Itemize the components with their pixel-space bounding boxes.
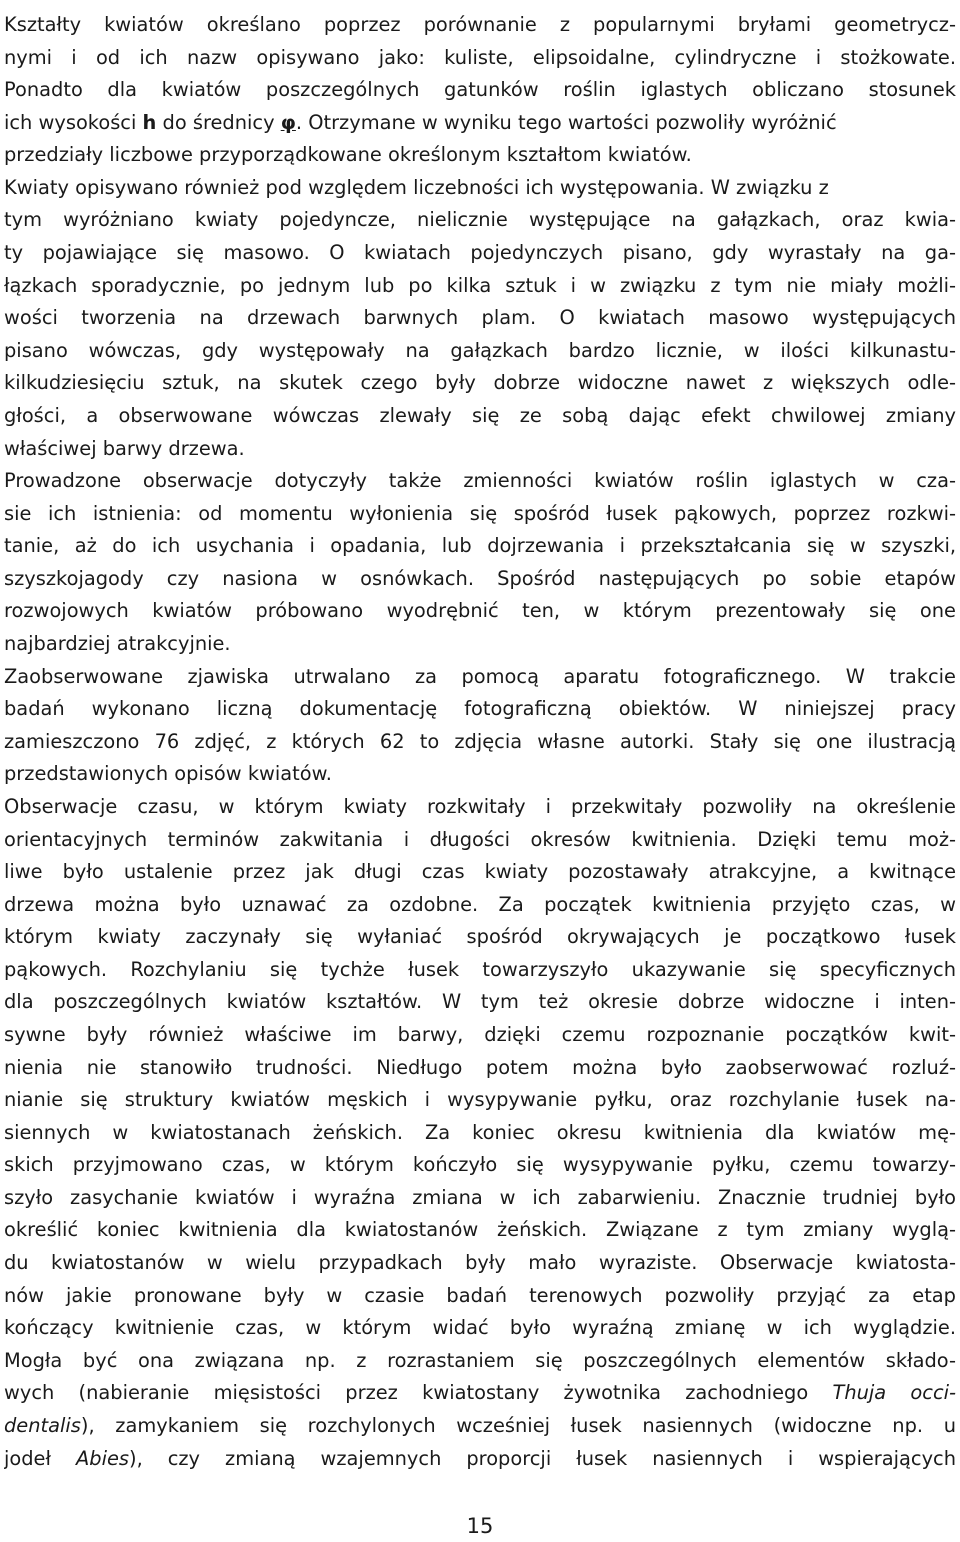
text-segment: jodeł xyxy=(4,1446,76,1470)
text-segment: przedziały liczbowe przyporządkowane określonym kształtom kwiatów. xyxy=(4,143,692,167)
text-segment: Thuja occi- xyxy=(832,1381,956,1405)
text-line xyxy=(4,921,956,954)
text-line xyxy=(4,139,956,172)
text-segment: ich wysokości xyxy=(4,110,143,134)
text-line xyxy=(4,204,956,237)
text-line xyxy=(4,400,956,433)
text-line xyxy=(4,693,956,726)
text-segment: Kwiaty opisywano również pod względem liczebności ich występowania. W związku z xyxy=(4,175,829,199)
text-segment: zamieszczono 76 zdjęć, z których 62 to zdjęcia własne autorki. Stały się one ilustracją xyxy=(4,729,956,753)
text-line xyxy=(4,1149,956,1182)
text-line xyxy=(4,1377,956,1410)
text-segment: orientacyjnych terminów zakwitania i długości okresów kwitnienia. Dzięki temu moż- xyxy=(4,827,956,851)
text-segment: szyło zasychanie kwiatów i wyraźna zmiana w ich zabarwieniu. Znacznie trudniej było xyxy=(4,1185,956,1209)
text-segment: ty pojawiające się masowo. O kwiatach pojedynczych pisano, gdy wyrastały na ga- xyxy=(4,241,956,265)
text-line xyxy=(4,758,956,791)
text-segment: tanie, aż do ich usychania i opadania, lub dojrzewania i przekształcania się w szyszki, xyxy=(4,534,956,558)
text-line xyxy=(4,367,956,400)
text-line xyxy=(4,726,956,759)
text-line xyxy=(4,1443,956,1476)
text-line xyxy=(4,791,956,824)
text-segment: Obserwacje czasu, w którym kwiaty rozkwitały i przekwitały pozwoliły na określenie xyxy=(4,794,956,818)
text-line xyxy=(4,856,956,889)
text-segment: sie ich istnienia: od momentu wyłonienia się spośród łusek pąkowych, poprzez rozkwi- xyxy=(4,501,956,525)
text-line xyxy=(4,433,956,466)
text-segment: siennych w kwiatostanach żeńskich. Za koniec okresu kwitnienia dla kwiatów mę- xyxy=(4,1120,956,1144)
text-segment: rozwojowych kwiatów próbowano wyodrębnić ten, w którym prezentowały się one xyxy=(4,599,956,623)
text-line xyxy=(4,42,956,75)
text-line xyxy=(4,1052,956,1085)
text-segment: skich przyjmowano czas, w którym kończyło się wysypywanie pyłku, czemu towarzy- xyxy=(4,1153,956,1177)
text-segment: szyszkojagody czy nasiona w osnówkach. Spośród następujących po sobie etapów xyxy=(4,566,956,590)
text-segment: Ponadto dla kwiatów poszczególnych gatunków roślin iglastych obliczano stosunek xyxy=(4,78,956,102)
text-line xyxy=(4,1182,956,1215)
text-segment: badań wykonano liczną dokumentację fotograficzną obiektów. W niniejszej pracy xyxy=(4,697,956,721)
text-line xyxy=(4,172,956,205)
text-line xyxy=(4,465,956,498)
text-segment: h xyxy=(142,110,157,134)
text-segment: ), czy zmianą wzajemnych proporcji łusek nasiennych i wspierających xyxy=(129,1446,956,1470)
text-line xyxy=(4,595,956,628)
text-segment: wości tworzenia na drzewach barwnych plam. O kwiatach masowo występujących xyxy=(4,306,956,330)
text-line xyxy=(4,1019,956,1052)
text-segment: do średnicy xyxy=(156,110,281,134)
text-segment: właściwej barwy drzewa. xyxy=(4,436,245,460)
text-segment: Prowadzone obserwacje dotyczyły także zmienności kwiatów roślin iglastych w cza- xyxy=(4,469,956,493)
text-line xyxy=(4,270,956,303)
text-line xyxy=(4,237,956,270)
diameter-symbol: φ xyxy=(280,110,296,134)
text-line xyxy=(4,563,956,596)
text-line xyxy=(4,1345,956,1378)
text-line xyxy=(4,986,956,1019)
text-line xyxy=(4,1410,956,1443)
text-segment: którym kwiaty zaczynały się wyłaniać spośród okrywających je początkowo łusek xyxy=(4,925,956,949)
text-segment: Kształty kwiatów określano poprzez porównanie z popularnymi bryłami geometrycz- xyxy=(4,13,956,36)
text-segment: dla poszczególnych kwiatów kształtów. W tym też okresie dobrze widoczne i inten- xyxy=(4,990,956,1014)
text-segment: ), zamykaniem się rozchylonych wcześniej łusek nasiennych (widoczne np. u xyxy=(80,1413,956,1437)
text-line xyxy=(4,9,956,42)
text-segment: tym wyróżniano kwiaty pojedyncze, nielicznie występujące na gałązkach, oraz kwia- xyxy=(4,208,956,232)
text-segment: drzewa można było uznawać za ozdobne. Za początek kwitnienia przyjęto czas, w xyxy=(4,892,956,916)
text-segment: nów jakie pronowane były w czasie badań terenowych pozwoliły przyjąć za etap xyxy=(4,1283,956,1307)
text-segment: dentalis xyxy=(4,1413,81,1437)
text-segment: określić koniec kwitnienia dla kwiatostanów żeńskich. Związane z tym zmiany wyglą- xyxy=(4,1218,956,1242)
text-line xyxy=(4,302,956,335)
text-segment: liwe było ustalenie przez jak długi czas kwiaty pozostawały atrakcyjne, a kwitnące xyxy=(4,860,956,884)
text-line xyxy=(4,824,956,857)
text-line xyxy=(4,1084,956,1117)
text-segment: . Otrzymane w wyniku tego wartości pozwoliły wyróżnić xyxy=(295,110,837,134)
text-line xyxy=(4,1117,956,1150)
text-segment: Mogła być ona związana np. z rozrastaniem się poszczególnych elementów składo- xyxy=(4,1348,956,1372)
text-segment: wych (nabieranie mięsistości przez kwiatostany żywotnika zachodniego xyxy=(4,1381,833,1405)
text-segment: przedstawionych opisów kwiatów. xyxy=(4,762,332,786)
text-segment: pąkowych. Rozchylaniu się tychże łusek towarzyszyło ukazywanie się specyficznych xyxy=(4,957,956,981)
text-line xyxy=(4,628,956,661)
page-number: 15 xyxy=(466,1514,494,1538)
text-line xyxy=(4,1247,956,1280)
text-line xyxy=(4,889,956,922)
text-line xyxy=(4,498,956,531)
text-segment: nianie się struktury kwiatów męskich i wysypywanie pyłku, oraz rozchylanie łusek na- xyxy=(4,1088,956,1112)
text-segment: du kwiatostanów w wielu przypadkach były mało wyraziste. Obserwacje kwiatosta- xyxy=(4,1251,956,1275)
text-segment: głości, a obserwowane wówczas zlewały się ze sobą dając efekt chwilowej zmiany xyxy=(4,403,956,427)
text-line xyxy=(4,1312,956,1345)
text-segment: pisano wówczas, gdy występowały na gałązkach bardzo licznie, w ilości kilkunastu- xyxy=(4,338,956,362)
text-segment: sywne były również właściwe im barwy, dzięki czemu rozpoznanie początków kwit- xyxy=(4,1022,956,1046)
text-line xyxy=(4,954,956,987)
text-line xyxy=(4,1214,956,1247)
text-segment: łązkach sporadycznie, po jednym lub po kilka sztuk i w związku z tym nie miały możli- xyxy=(4,273,956,297)
text-line xyxy=(4,335,956,368)
text-line xyxy=(4,1280,956,1313)
text-line xyxy=(4,661,956,694)
text-segment: Zaobserwowane zjawiska utrwalano za pomocą aparatu fotograficznego. W trakcie xyxy=(4,664,956,688)
text-segment: nienia nie stanowiło trudności. Niedługo potem można było zaobserwować rozluź- xyxy=(4,1055,956,1079)
text-segment: kilkudziesięciu sztuk, na skutek czego były dobrze widoczne nawet z większych odle- xyxy=(4,371,956,395)
text-segment: najbardziej atrakcyjnie. xyxy=(4,632,231,656)
text-segment: kończący kwitnienie czas, w którym widać było wyraźną zmianę w ich wyglądzie. xyxy=(4,1316,956,1340)
text-line xyxy=(4,530,956,563)
text-line xyxy=(4,74,956,107)
text-segment: Abies xyxy=(76,1446,129,1470)
text-line xyxy=(4,107,956,140)
text-segment: nymi i od ich nazw opisywano jako: kuliste, elipsoidalne, cylindryczne i stożkowate. xyxy=(4,45,956,69)
